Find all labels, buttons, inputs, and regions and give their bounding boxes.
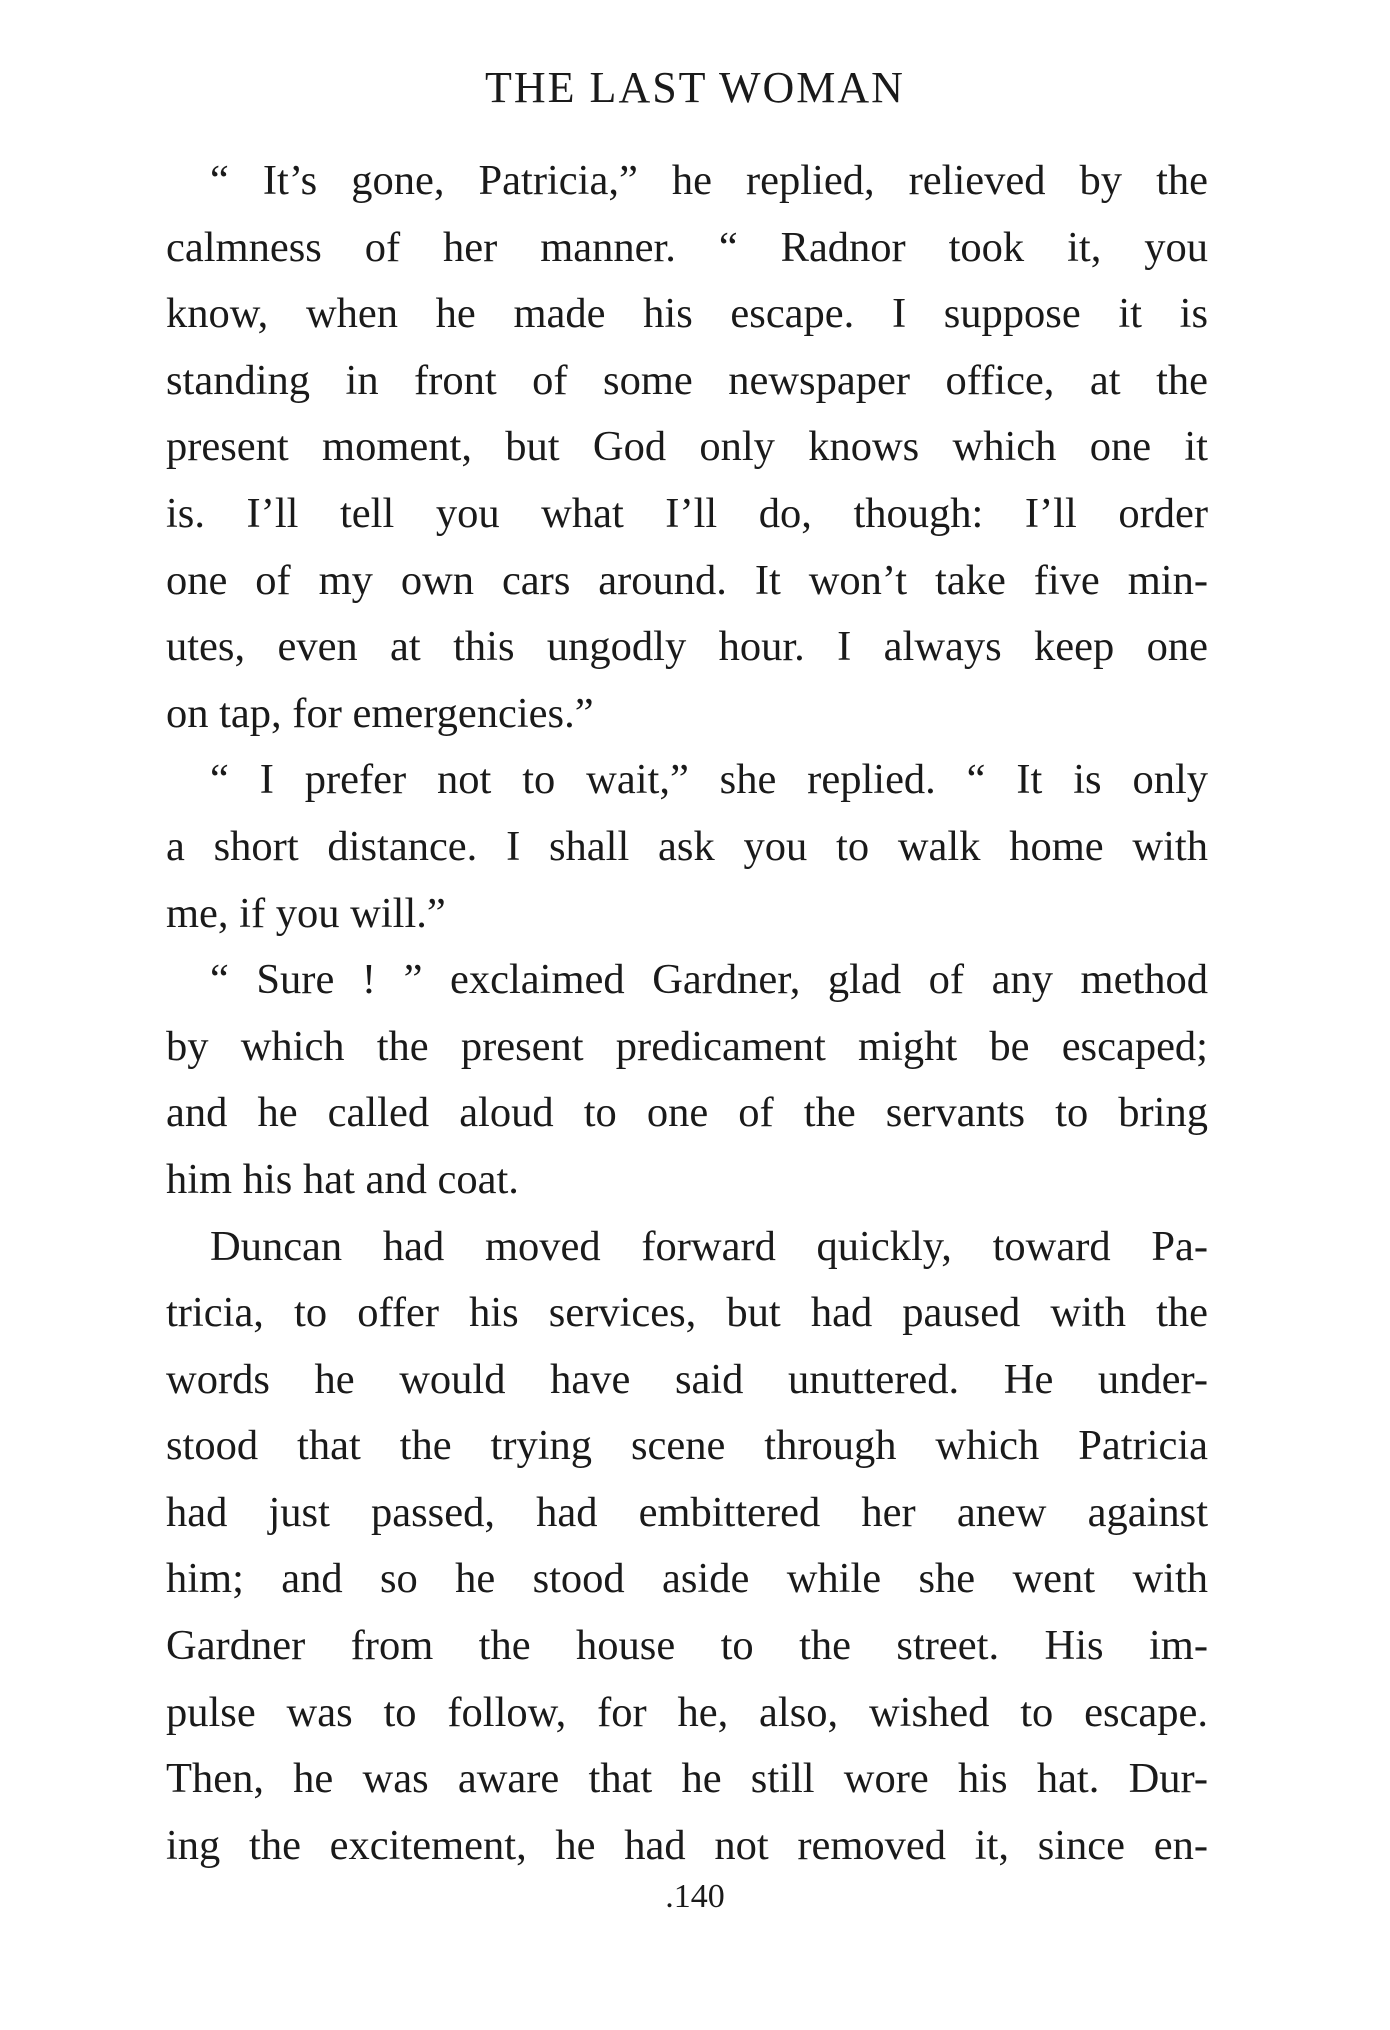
text-line: standing in front of some newspaper office, at the [166,356,1208,404]
text-line: a short distance. I shall ask you to walk home with [166,822,1208,870]
text-line: is. I’ll tell you what I’ll do, though: I’ll order [166,489,1208,537]
text-line: him his hat and coat. [166,1155,519,1203]
page-number: .140 [665,1878,725,1915]
text-line: present moment, but God only knows which one it [166,423,1208,471]
text-line: ing the excitement, he had not removed it, since en- [166,1821,1208,1869]
text-line: Duncan had moved forward quickly, toward Pa- [210,1222,1208,1270]
text-line: pulse was to follow, for he, also, wished to escape. [166,1688,1208,1736]
text-line: Then, he was aware that he still wore his hat. Dur- [166,1755,1208,1803]
text-line: had just passed, had embittered her anew against [166,1488,1208,1536]
text-line: stood that the trying scene through which Patricia [166,1422,1208,1470]
text-line: one of my own cars around. It won’t take five min- [166,556,1208,604]
text-line: by which the present predicament might be escaped; [166,1022,1208,1070]
text-line: know, when he made his escape. I suppose it is [166,290,1208,338]
text-line: “ I prefer not to wait,” she replied. “ It is only [210,756,1208,804]
text-line: utes, even at this ungodly hour. I always keep one [166,623,1208,671]
text-line: on tap, for emergencies.” [166,689,594,737]
text-line: calmness of her manner. “ Radnor took it, you [166,223,1208,271]
text-line: “ Sure ! ” exclaimed Gardner, glad of any method [210,956,1208,1004]
text-line: tricia, to offer his services, but had paused with the [166,1289,1208,1337]
text-line: Gardner from the house to the street. His im- [166,1622,1208,1670]
text-line: words he would have said unuttered. He under- [166,1355,1208,1403]
body-text [166,148,1208,1879]
running-head: THE LAST WOMAN [485,63,905,112]
text-line: and he called aloud to one of the servants to bring [166,1089,1208,1137]
text-line: “ It’s gone, Patricia,” he replied, relieved by the [210,157,1208,204]
text-line: him; and so he stood aside while she went with [166,1555,1208,1603]
text-line: me, if you will.” [166,889,446,937]
